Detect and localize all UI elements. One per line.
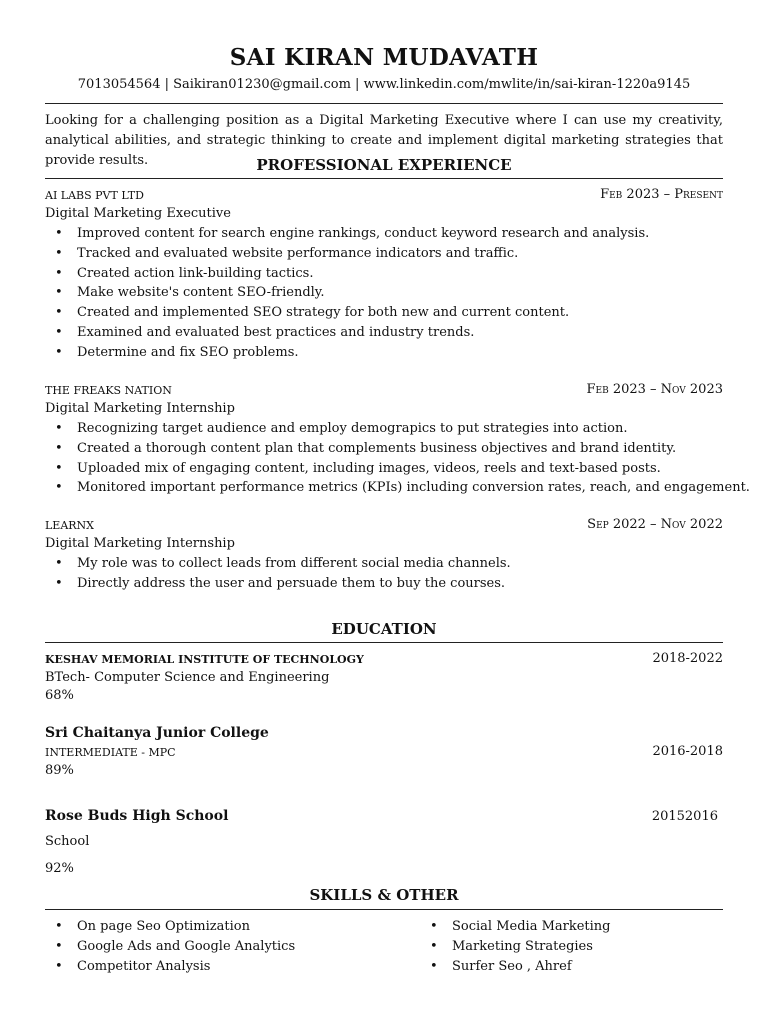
section-title-education: EDUCATION (331, 620, 437, 638)
skill-item: • Marketing Strategies (420, 937, 720, 957)
bullet-item: • Monitored important performance metrics (KPIs) including conversion rates, reach, and engagement. (45, 478, 723, 498)
job-bullets (45, 554, 723, 594)
job-role: Digital Marketing Executive (45, 206, 231, 221)
job-dates: Feb 2023 – Present (600, 187, 723, 202)
skill-item: • Surfer Seo , Ahref (420, 957, 720, 977)
school-name: Rose Buds High School (45, 808, 229, 824)
bullet-item: • Created action link-building tactics. (45, 264, 723, 284)
skill-item: • Social Media Marketing (420, 917, 720, 937)
degree: BTech- Computer Science and Engineering (45, 670, 330, 685)
education-years: 2016-2018 (652, 744, 723, 759)
skills-list-left (45, 917, 385, 976)
resume-name: SAI KIRAN MUDAVATH (229, 44, 539, 71)
school-name: Sri Chaitanya Junior College (45, 725, 269, 741)
job-bullets (45, 419, 750, 498)
school-name: KESHAV MEMORIAL INSTITUTE OF TECHNOLOGY (45, 653, 364, 666)
job-bullets (45, 224, 723, 363)
bullet-item: • My role was to collect leads from different social media channels. (45, 554, 723, 574)
job-role: Digital Marketing Internship (45, 536, 235, 551)
skills-list-right (420, 917, 720, 976)
job-company: LEARNX (45, 519, 95, 532)
score: 89% (45, 763, 74, 778)
score: 68% (45, 688, 74, 703)
bullet-item: • Tracked and evaluated website performance indicators and traffic. (45, 244, 723, 264)
score: 92% (45, 861, 74, 876)
education-divider (45, 642, 723, 643)
job-company: AI LABS PVT LTD (45, 189, 144, 202)
bullet-item: • Created and implemented SEO strategy for both new and current content. (45, 303, 723, 323)
bullet-item: • Uploaded mix of engaging content, including images, videos, reels and text-based posts. (45, 459, 723, 479)
bullet-item: • Determine and fix SEO problems. (45, 343, 723, 363)
experience-divider (45, 178, 723, 179)
degree: School (45, 834, 90, 849)
bullet-item: • Make website's content SEO-friendly. (45, 283, 723, 303)
section-title-experience: PROFESSIONAL EXPERIENCE (256, 156, 512, 174)
bullet-item: • Created a thorough content plan that complements business objectives and brand identity. (45, 439, 723, 459)
section-title-skills: SKILLS & OTHER (309, 886, 459, 904)
skill-item: • On page Seo Optimization (45, 917, 385, 937)
job-company: THE FREAKS NATION (45, 384, 172, 397)
education-years: 2018-2022 (652, 651, 723, 666)
job-dates: Sep 2022 – Nov 2022 (587, 517, 723, 532)
job-role: Digital Marketing Internship (45, 401, 235, 416)
header-divider (45, 103, 723, 104)
bullet-item: • Recognizing target audience and employ demograpics to put strategies into action. (45, 419, 723, 439)
bullet-item: • Improved content for search engine rankings, conduct keyword research and analysis. (45, 224, 723, 244)
bullet-item: • Examined and evaluated best practices and industry trends. (45, 323, 723, 343)
career-summary: Looking for a challenging position as a Digital Marketing Executive where I can use my creativity, analytical abilities, and strategic thinking to create and implement digital marketing strategies that provide results. (45, 113, 723, 168)
bullet-item: • Directly address the user and persuade them to buy the courses. (45, 574, 723, 594)
skill-item: • Competitor Analysis (45, 957, 385, 977)
skill-item: • Google Ads and Google Analytics (45, 937, 385, 957)
contact-line: 7013054564 | Saikiran01230@gmail.com | www.linkedin.com/mwlite/in/sai-kiran-1220a9145 (77, 77, 691, 92)
skills-divider (45, 909, 723, 910)
job-dates: Feb 2023 – Nov 2023 (586, 382, 723, 397)
education-years: 20152016 (651, 809, 718, 824)
degree: INTERMEDIATE - MPC (45, 746, 176, 759)
